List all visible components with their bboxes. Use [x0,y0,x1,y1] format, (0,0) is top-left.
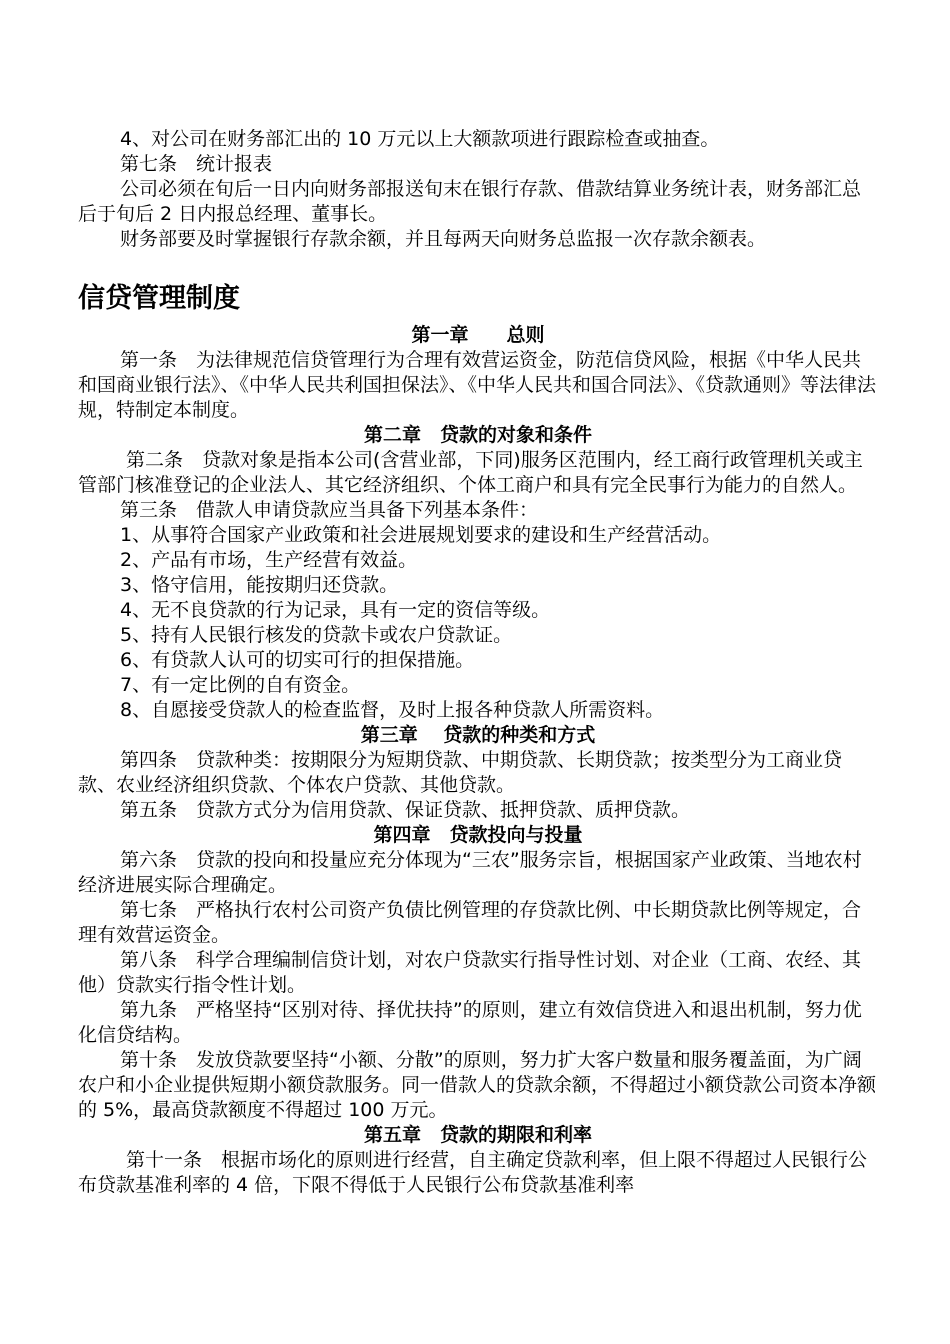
article-11: 第十一条 根据市场化的原则进行经营，自主确定贷款利率，但上限不得超过人民银行公布贷款基准利率的 4 倍，下限不得低于人民银行公布贷款基准利率 [78,1149,868,1196]
chapter-2-heading: 第二章 贷款的对象和条件 [363,424,592,446]
list-item: 2、产品有市场，生产经营有效益。 [120,549,418,571]
item-4: 4、对公司在财务部汇出的 10 万元以上大额款项进行跟踪检查或抽查。 [120,128,720,150]
section-title-block [78,282,878,316]
article-9: 第九条 严格坚持“区别对待、择优扶持”的原则，建立有效信贷进入和退出机制，努力优化信贷结构。 [78,999,862,1046]
section-title: 信贷管理制度 [78,283,240,314]
list-item: 5、持有人民银行核发的贷款卡或农户贷款证。 [120,624,513,646]
list-item: 4、无不良贷款的行为记录，具有一定的资信等级。 [120,599,551,621]
article-1: 第一条 为法律规范信贷管理行为合理有效营运资金，防范信贷风险，根据《中华人民共和国商业银行法》、《中华人民共利国担保法》、《中华人民共和国合同法》、《贷款通则》等法律法规，特制定本制度。 [78,349,877,421]
list-item: 3、恪守信用，能按期归还贷款。 [120,574,399,596]
article-7-paragraph-2: 财务部要及时掌握银行存款余额，并且每两天向财务总监报一次存款余额表。 [120,228,767,250]
chapter-4-heading: 第四章 贷款投向与投量 [373,824,583,846]
article-5: 第五条 贷款方式分为信用贷款、保证贷款、抵押贷款、质押贷款。 [120,799,691,821]
article-7-paragraph-1: 公司必须在旬后一日内向财务部报送旬末在银行存款、借款结算业务统计表，财务部汇总后于旬后 2 日内报总经理、董事长。 [78,178,862,225]
article-2: 第二条 贷款对象是指本公司(含营业部，下同)服务区范围内，经工商行政管理机关或主管部门核准登记的企业法人、其它经济组织、个体工商户和具有完全民事行为能力的自然人。 [78,449,863,496]
regulation-body [78,323,878,1198]
chapter-3-heading: 第三章 贷款的种类和方式 [360,724,596,746]
article-10: 第十条 发放贷款要坚持“小额、分散”的原则，努力扩大客户数量和服务覆盖面，为广阔农户和小企业提供短期小额贷款服务。同一借款人的贷款余额，不得超过小额贷款公司资本净额的 5%，最高贷款额度不得超过 100 万元。 [78,1049,877,1121]
chapter-5-heading: 第五章 贷款的期限和利率 [363,1124,592,1146]
article-4: 第四条 贷款种类：按期限分为短期贷款、中期贷款、长期贷款；按类型分为工商业贷款、农业经济组织贷款、个体农户贷款、其他贷款。 [78,749,843,796]
chapter-1-heading: 第一章 总则 [411,324,545,346]
article-7: 第七条 严格执行农村公司资产负债比例管理的存贷款比例、中长期贷款比例等规定，合理有效营运资金。 [78,899,862,946]
article-8: 第八条 科学合理编制信贷计划，对农户贷款实行指导性讨划、对企业（工商、农经、其他）贷款实行指令性计划。 [78,949,862,996]
list-item: 8、自愿接受贷款人的检查监督，及时上报各种贷款人所需资料。 [120,699,665,721]
list-item: 1、从事符合国家产业政策和社会进展规划要求的建设和生产经营活动。 [120,524,722,546]
list-item: 6、有贷款人认可的切实可行的担保措施。 [120,649,475,671]
article-6: 第六条 贷款的投向和投量应充分体现为“三农”服务宗旨，根据国家产业政策、当地农村经济进展实际合理确定。 [78,849,862,896]
article-7-title: 第七条 统计报表 [120,153,273,175]
list-item: 7、有一定比例的自有资金。 [120,674,361,696]
previous-section [78,127,878,252]
article-3: 第三条 借款人申请贷款应当具备下列基本条件： [120,499,539,521]
